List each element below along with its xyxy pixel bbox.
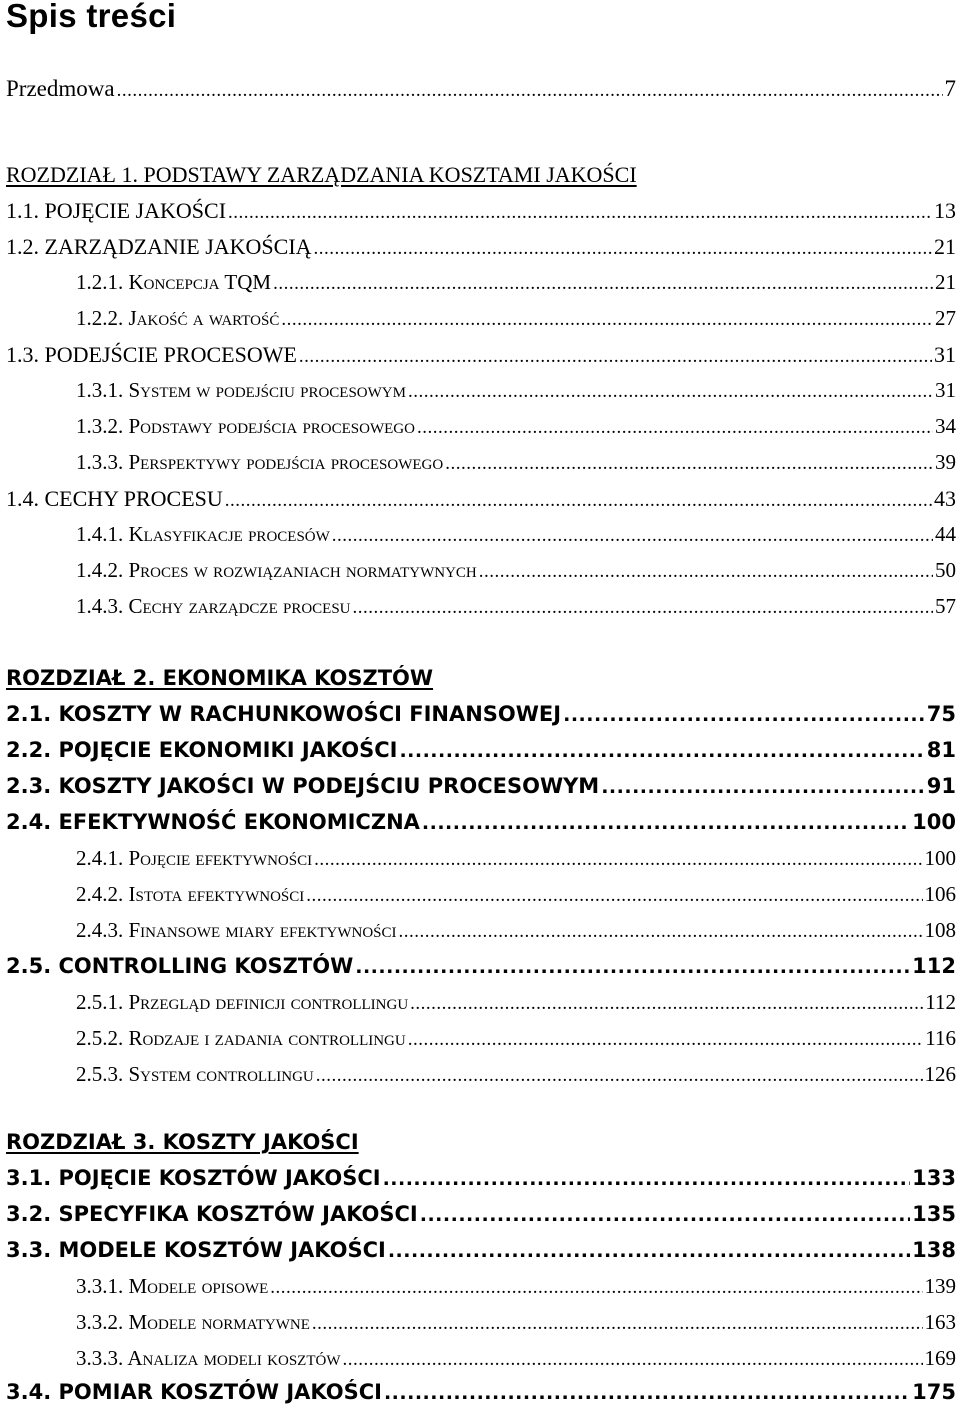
toc-page-number: 106 — [924, 882, 956, 906]
toc-entry-2-5-2[interactable] — [76, 1026, 956, 1056]
toc-page-number: 7 — [944, 76, 956, 101]
toc-page-number: 31 — [934, 342, 956, 367]
toc-entry-label: 3.3.2. Modele normatywne — [76, 1310, 310, 1334]
toc-page-number: 31 — [935, 378, 956, 402]
dot-leader — [601, 776, 925, 798]
toc-page-number: 116 — [925, 1026, 956, 1050]
dot-leader — [479, 561, 933, 583]
toc-page-number: 135 — [912, 1202, 956, 1226]
dot-leader — [273, 273, 933, 295]
dot-leader — [445, 453, 933, 475]
dot-leader — [384, 1382, 910, 1404]
toc-entry-label: 1.4.3. Cechy zarządcze procesu — [76, 594, 351, 618]
toc-entry-label: 2.4. EFEKTYWNOŚĆ EKONOMICZNA — [6, 810, 420, 834]
toc-entry-label: 3.2. SPECYFIKA KOSZTÓW JAKOŚCI — [6, 1202, 418, 1226]
toc-entry-1-3-3[interactable] — [76, 450, 956, 480]
toc-entry-label: 2.1. KOSZTY W RACHUNKOWOŚCI FINANSOWEJ — [6, 702, 562, 726]
toc-page-number: 133 — [912, 1166, 956, 1190]
toc-page-number: 139 — [924, 1274, 956, 1298]
toc-entry-label: 1.2. ZARZĄDZANIE JAKOŚCIĄ — [6, 234, 312, 259]
dot-leader — [422, 812, 910, 834]
toc-entry-2-4-2[interactable] — [76, 882, 956, 912]
toc-page-number: 163 — [924, 1310, 956, 1334]
toc-page-number: 91 — [926, 774, 956, 798]
dot-leader — [332, 525, 933, 547]
toc-entry-label: 1.3.1. System w podejściu procesowym — [76, 378, 406, 402]
toc-entry-label: 2.2. POJĘCIE EKONOMIKI JAKOŚCI — [6, 738, 398, 762]
toc-entry-1-2-2[interactable] — [76, 306, 956, 336]
toc-entry-2-5-3[interactable] — [76, 1062, 956, 1092]
dot-leader — [314, 238, 932, 260]
dot-leader — [316, 1065, 923, 1087]
toc-entry-2-2[interactable] — [6, 738, 956, 768]
toc-entry-2-4[interactable] — [6, 810, 956, 840]
dot-leader — [342, 1349, 922, 1371]
dot-leader — [299, 346, 932, 368]
toc-entry-label: 2.5.3. System controllingu — [76, 1062, 314, 1086]
dot-leader — [417, 417, 933, 439]
dot-leader — [225, 490, 932, 512]
dot-leader — [408, 1029, 924, 1051]
toc-entry-label: 3.3.3. Analiza modeli kosztów — [76, 1346, 341, 1370]
toc-entry-label: 3.3. MODELE KOSZTÓW JAKOŚCI — [6, 1238, 386, 1262]
toc-entry-label: 2.4.2. Istota efektywności — [76, 882, 305, 906]
dot-leader — [270, 1277, 922, 1299]
toc-page-number: 50 — [935, 558, 956, 582]
toc-entry-label: 1.1. POJĘCIE JAKOŚCI — [6, 198, 227, 223]
toc-entry-1-4-3[interactable] — [76, 594, 956, 624]
dot-leader — [117, 80, 943, 102]
toc-page-number: 27 — [935, 306, 956, 330]
toc-entry-label: 2.5. CONTROLLING KOSZTÓW — [6, 954, 354, 978]
toc-entry-label: 1.3.3. Perspektywy podejścia procesowego — [76, 450, 444, 474]
toc-page-number: 34 — [935, 414, 956, 438]
toc-entry-3-4[interactable] — [6, 1380, 956, 1410]
toc-entry-2-4-1[interactable] — [76, 846, 956, 876]
toc-page-number: 175 — [912, 1380, 956, 1404]
toc-entry-1-2[interactable] — [6, 234, 956, 264]
toc-entry-3-3[interactable] — [6, 1238, 956, 1268]
toc-entry-2-5[interactable] — [6, 954, 956, 984]
toc-entry-3-3-2[interactable] — [76, 1310, 956, 1340]
dot-leader — [314, 849, 922, 871]
dot-leader — [408, 381, 933, 403]
dot-leader — [228, 202, 932, 224]
toc-page-number: 138 — [912, 1238, 956, 1262]
toc-entry-label: Przedmowa — [6, 76, 115, 101]
toc-entry-label: 3.1. POJĘCIE KOSZTÓW JAKOŚCI — [6, 1166, 381, 1190]
chapter-2-heading[interactable]: ROZDZIAŁ 2. EKONOMIKA KOSZTÓW — [6, 666, 434, 690]
toc-entry-1-4-2[interactable] — [76, 558, 956, 588]
toc-page-number: 126 — [924, 1062, 956, 1086]
dot-leader — [399, 921, 923, 943]
toc-entry-1-4[interactable] — [6, 486, 956, 516]
toc-entry-1-1[interactable] — [6, 198, 956, 228]
toc-page-number: 13 — [934, 198, 956, 223]
toc-entry-label: 1.2.1. Koncepcja TQM — [76, 270, 272, 294]
dot-leader — [353, 597, 933, 619]
toc-entry-label: 2.4.3. Finansowe miary efektywności — [76, 918, 397, 942]
dot-leader — [399, 740, 924, 762]
toc-page-number: 75 — [926, 702, 956, 726]
toc-entry-label: 2.5.1. Przegląd definicji controllingu — [76, 990, 409, 1014]
toc-page-number: 57 — [935, 594, 956, 618]
toc-entry-label: 2.3. KOSZTY JAKOŚCI W PODEJŚCIU PROCESOWYM — [6, 774, 600, 798]
toc-entry-3-1[interactable] — [6, 1166, 956, 1196]
toc-page-number: 21 — [935, 270, 956, 294]
toc-entry-2-5-1[interactable] — [76, 990, 956, 1020]
toc-page-number: 21 — [934, 234, 956, 259]
toc-page-number: 169 — [924, 1346, 956, 1370]
toc-page-number: 43 — [934, 486, 956, 511]
toc-page-number: 100 — [924, 846, 956, 870]
toc-page-number: 112 — [925, 990, 956, 1014]
page-title: Spis treści — [6, 0, 177, 34]
dot-leader — [312, 1313, 923, 1335]
dot-leader — [281, 309, 933, 331]
toc-entry-3-3-3[interactable] — [76, 1346, 956, 1376]
toc-entry-3-2[interactable] — [6, 1202, 956, 1232]
toc-page-number: 112 — [912, 954, 956, 978]
dot-leader — [563, 704, 925, 726]
toc-entry-label: 1.3.2. Podstawy podejścia procesowego — [76, 414, 415, 438]
dot-leader — [388, 1240, 910, 1262]
toc-page-number: 39 — [935, 450, 956, 474]
toc-entry-2-3[interactable] — [6, 774, 956, 804]
toc-entry-label: 1.4.1. Klasyfikacje procesów — [76, 522, 330, 546]
toc-entry-label: 2.5.2. Rodzaje i zadania controllingu — [76, 1026, 406, 1050]
toc-entry-label: 1.4.2. Proces w rozwiązaniach normatywnych — [76, 558, 477, 582]
toc-entry-2-4-3[interactable] — [76, 918, 956, 948]
toc-page-number: 108 — [924, 918, 956, 942]
toc-entry-label: 3.3.1. Modele opisowe — [76, 1274, 269, 1298]
chapter-1-heading[interactable]: ROZDZIAŁ 1. PODSTAWY ZARZĄDZANIA KOSZTAMI JAKOŚCI — [6, 162, 637, 187]
toc-entry-3-3-1[interactable] — [76, 1274, 956, 1304]
toc-entry-label: 1.2.2. Jakość a wartość — [76, 306, 280, 330]
toc-page-number: 81 — [926, 738, 956, 762]
chapter-3-heading[interactable]: ROZDZIAŁ 3. KOSZTY JAKOŚCI — [6, 1130, 359, 1154]
toc-entry-label: 2.4.1. Pojęcie efektywności — [76, 846, 313, 870]
toc-entry-1-2-1[interactable] — [76, 270, 956, 300]
toc-entry-label: 1.3. PODEJŚCIE PROCESOWE — [6, 342, 297, 367]
toc-entry-1-4-1[interactable] — [76, 522, 956, 552]
toc-page-number: 100 — [912, 810, 956, 834]
toc-entry-preface[interactable] — [6, 76, 956, 106]
toc-entry-2-1[interactable] — [6, 702, 956, 732]
toc-entry-1-3-2[interactable] — [76, 414, 956, 444]
toc-entry-label: 1.4. CECHY PROCESU — [6, 486, 223, 511]
dot-leader — [420, 1204, 910, 1226]
toc-entry-1-3[interactable] — [6, 342, 956, 372]
dot-leader — [383, 1168, 911, 1190]
dot-leader — [355, 956, 910, 978]
dot-leader — [306, 885, 922, 907]
toc-entry-1-3-1[interactable] — [76, 378, 956, 408]
dot-leader — [410, 993, 923, 1015]
toc-page-number: 44 — [935, 522, 956, 546]
toc-entry-label: 3.4. POMIAR KOSZTÓW JAKOŚCI — [6, 1380, 382, 1404]
